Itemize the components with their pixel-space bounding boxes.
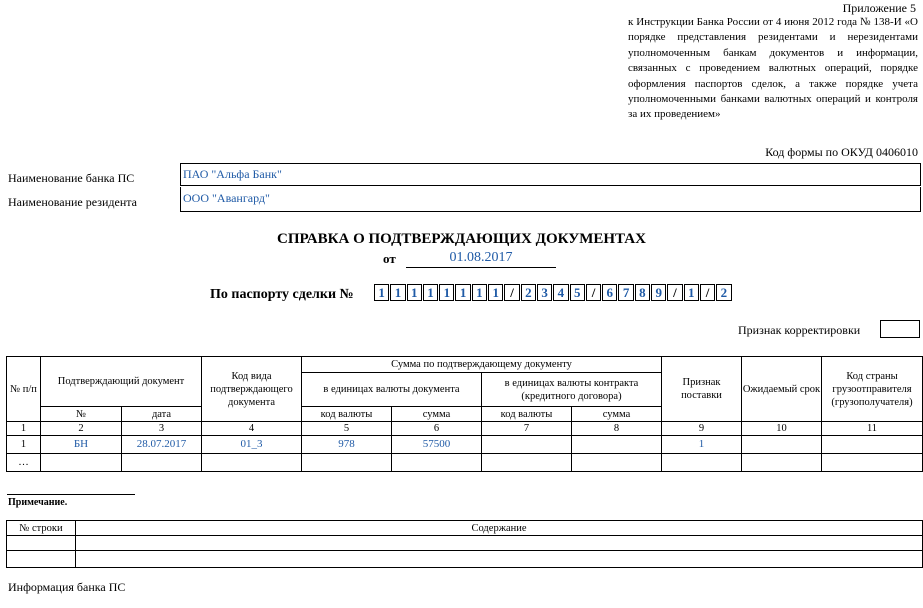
passport-char-cell: / bbox=[667, 284, 682, 301]
date-field[interactable]: 01.08.2017 bbox=[406, 250, 556, 268]
correction-field[interactable] bbox=[880, 320, 920, 338]
passport-char-cell: / bbox=[504, 284, 519, 301]
col-num: 4 bbox=[202, 422, 302, 436]
documents-table bbox=[6, 356, 923, 472]
passport-char-cell: 9 bbox=[651, 284, 666, 301]
header-currency-code-1: код валюты bbox=[302, 407, 392, 422]
doc-no-cell[interactable]: БН bbox=[41, 436, 122, 454]
delivery-cell[interactable] bbox=[662, 454, 742, 472]
passport-char-cell: 1 bbox=[423, 284, 438, 301]
passport-char-cell: 1 bbox=[439, 284, 454, 301]
passport-char-cell: 1 bbox=[390, 284, 405, 301]
correction-label: Признак корректировки bbox=[738, 323, 861, 337]
amount-cell[interactable] bbox=[392, 454, 482, 472]
table-row bbox=[7, 454, 923, 472]
passport-char-cell: 1 bbox=[455, 284, 470, 301]
header-sum: Сумма по подтверждающему документу bbox=[302, 357, 662, 373]
passport-char-cell: 1 bbox=[488, 284, 503, 301]
note-content-cell[interactable] bbox=[76, 536, 923, 551]
header-doc-no: № bbox=[41, 407, 122, 422]
col-num: 11 bbox=[822, 422, 923, 436]
contract-amount-cell[interactable] bbox=[572, 436, 662, 454]
header-country: Код страны грузоотправителя (грузополучателя) bbox=[822, 357, 923, 422]
appendix-title: Приложение 5 bbox=[842, 1, 916, 15]
note-row-num-cell[interactable] bbox=[7, 536, 76, 551]
amount-cell[interactable]: 57500 bbox=[392, 436, 482, 454]
passport-char-cell: 3 bbox=[537, 284, 552, 301]
passport-char-cell: 1 bbox=[407, 284, 422, 301]
header-num: № п/п bbox=[7, 357, 41, 422]
row-num: … bbox=[7, 454, 41, 472]
country-cell[interactable] bbox=[822, 436, 923, 454]
header-document: Подтверждающий документ bbox=[41, 357, 202, 407]
doc-code-cell[interactable]: 01_3 bbox=[202, 436, 302, 454]
col-num: 7 bbox=[482, 422, 572, 436]
row-num: 1 bbox=[7, 436, 41, 454]
resident-label: Наименование резидента bbox=[8, 195, 137, 209]
doc-date-cell[interactable] bbox=[122, 454, 202, 472]
country-cell[interactable] bbox=[822, 454, 923, 472]
header-amount-2: сумма bbox=[572, 407, 662, 422]
col-num: 5 bbox=[302, 422, 392, 436]
passport-char-cell: 4 bbox=[553, 284, 568, 301]
note-content-cell[interactable] bbox=[76, 551, 923, 568]
contract-amount-cell[interactable] bbox=[572, 454, 662, 472]
bank-info-label: Информация банка ПС bbox=[8, 580, 126, 594]
header-delivery: Признак поставки bbox=[662, 357, 742, 422]
passport-char-cell: 2 bbox=[716, 284, 731, 301]
passport-number-field[interactable] bbox=[374, 284, 733, 303]
col-num: 1 bbox=[7, 422, 41, 436]
passport-char-cell: 8 bbox=[635, 284, 650, 301]
resident-field[interactable]: ООО "Авангард" bbox=[180, 187, 921, 212]
note-row-num-cell[interactable] bbox=[7, 551, 76, 568]
header-amount-1: сумма bbox=[392, 407, 482, 422]
passport-char-cell: 1 bbox=[684, 284, 699, 301]
currency-code-cell[interactable] bbox=[302, 454, 392, 472]
doc-date-cell[interactable]: 28.07.2017 bbox=[122, 436, 202, 454]
note-divider bbox=[7, 494, 135, 495]
term-cell[interactable] bbox=[742, 454, 822, 472]
col-num: 3 bbox=[122, 422, 202, 436]
col-num: 8 bbox=[572, 422, 662, 436]
passport-char-cell: 5 bbox=[570, 284, 585, 301]
passport-char-cell: 2 bbox=[521, 284, 536, 301]
date-label: от bbox=[383, 251, 396, 266]
table-row bbox=[7, 436, 923, 454]
col-num: 6 bbox=[392, 422, 482, 436]
contract-currency-cell[interactable] bbox=[482, 436, 572, 454]
note-header-row: № строки bbox=[7, 521, 76, 536]
passport-char-cell: / bbox=[700, 284, 715, 301]
passport-char-cell: / bbox=[586, 284, 601, 301]
bank-label: Наименование банка ПС bbox=[8, 171, 135, 185]
header-sum-doc-currency: в единицах валюты документа bbox=[302, 373, 482, 407]
contract-currency-cell[interactable] bbox=[482, 454, 572, 472]
header-doc-date: дата bbox=[122, 407, 202, 422]
doc-code-cell[interactable] bbox=[202, 454, 302, 472]
appendix-text: к Инструкции Банка России от 4 июня 2012 года № 138-И «О порядке представления резидентами и нерезидентами уполномоченным банкам документов и информации, связанных с проведением валютных операций, порядке оформления паспортов сделок, а также порядке учета уполномоченными банками валютных операций и контроля за их проведением» bbox=[628, 16, 918, 121]
delivery-cell[interactable]: 1 bbox=[662, 436, 742, 454]
document-title: СПРАВКА О ПОДТВЕРЖДАЮЩИХ ДОКУМЕНТАХ bbox=[277, 231, 646, 247]
header-term: Ожидаемый срок bbox=[742, 357, 822, 422]
header-sum-contract-currency: в единицах валюты контракта (кредитного договора) bbox=[482, 373, 662, 407]
note-table bbox=[6, 520, 923, 568]
term-cell[interactable] bbox=[742, 436, 822, 454]
note-row bbox=[7, 551, 923, 568]
header-doc-code: Код вида подтверждающего документа bbox=[202, 357, 302, 422]
note-row bbox=[7, 536, 923, 551]
passport-char-cell: 7 bbox=[618, 284, 633, 301]
col-num: 10 bbox=[742, 422, 822, 436]
passport-label: По паспорту сделки № bbox=[210, 287, 354, 302]
doc-no-cell[interactable] bbox=[41, 454, 122, 472]
col-num: 2 bbox=[41, 422, 122, 436]
bank-field[interactable]: ПАО "Альфа Банк" bbox=[180, 163, 921, 186]
passport-char-cell: 6 bbox=[602, 284, 617, 301]
currency-code-cell[interactable]: 978 bbox=[302, 436, 392, 454]
note-header-content: Содержание bbox=[76, 521, 923, 536]
note-label: Примечание. bbox=[8, 497, 68, 508]
passport-char-cell: 1 bbox=[472, 284, 487, 301]
okud-code: Код формы по ОКУД 0406010 bbox=[765, 145, 918, 159]
header-currency-code-2: код валюты bbox=[482, 407, 572, 422]
passport-char-cell: 1 bbox=[374, 284, 389, 301]
column-number-row bbox=[7, 422, 923, 436]
col-num: 9 bbox=[662, 422, 742, 436]
